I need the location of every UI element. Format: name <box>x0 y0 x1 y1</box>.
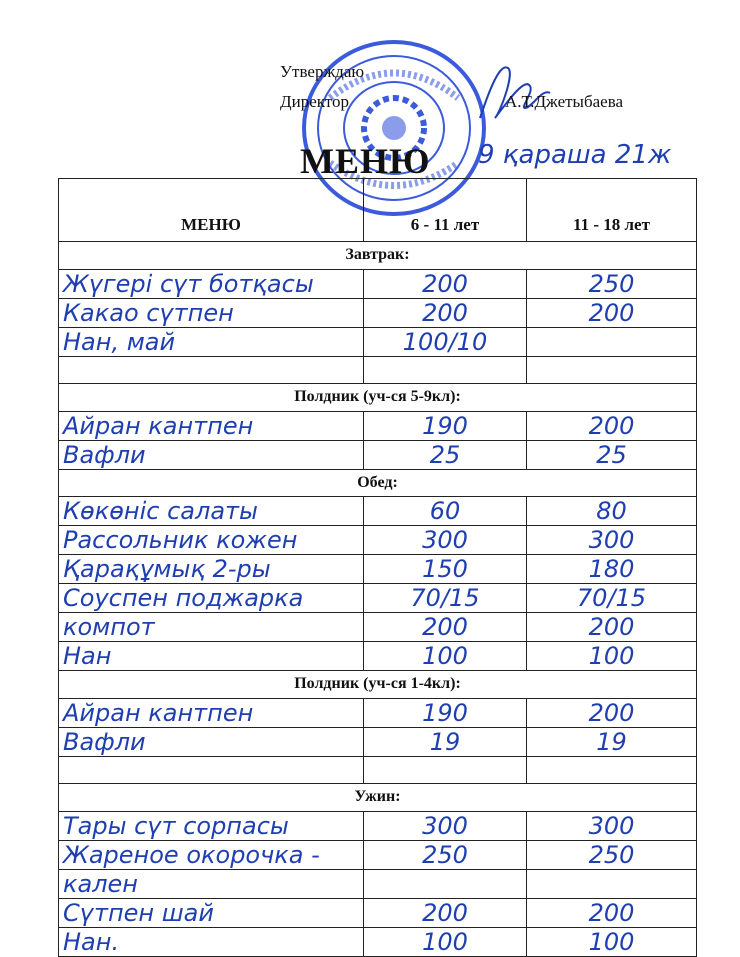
approval-label: Утверждаю <box>280 62 365 81</box>
table-row <box>59 440 697 469</box>
portion-11-18: 200 <box>527 898 697 927</box>
portion-11-18: 300 <box>527 526 697 555</box>
section-row <box>59 384 697 412</box>
dish-name: Нан <box>59 642 364 671</box>
dish-name: Айран кантпен <box>59 698 364 727</box>
portion-11-18: 250 <box>527 269 697 298</box>
section-row <box>59 242 697 270</box>
column-header-age-6-11: 6 - 11 лет <box>364 179 527 242</box>
portion-11-18: 100 <box>527 927 697 956</box>
table-row <box>59 727 697 756</box>
portion-11-18: 25 <box>527 440 697 469</box>
portion-11-18: 200 <box>527 411 697 440</box>
table-row <box>59 927 697 956</box>
table-row <box>59 526 697 555</box>
portion-11-18: 70/15 <box>527 584 697 613</box>
portion-6-11: 300 <box>364 526 527 555</box>
table-row <box>59 356 697 384</box>
dish-name: Жареное окорочка - <box>59 840 364 869</box>
table-row <box>59 756 697 784</box>
dish-name: Тары сүт сорпасы <box>59 811 364 840</box>
portion-11-18: 250 <box>527 840 697 869</box>
dish-name <box>59 356 364 384</box>
portion-11-18: 200 <box>527 298 697 327</box>
portion-11-18: 100 <box>527 642 697 671</box>
portion-11-18 <box>527 327 697 356</box>
portion-11-18: 180 <box>527 555 697 584</box>
table-row <box>59 497 697 526</box>
portion-11-18: 200 <box>527 698 697 727</box>
dish-name: Нан. <box>59 927 364 956</box>
table-row <box>59 840 697 869</box>
handwritten-date: 9 қараша 21ж <box>478 140 672 170</box>
portion-6-11 <box>364 356 527 384</box>
section-row <box>59 671 697 699</box>
portion-6-11: 150 <box>364 555 527 584</box>
portion-6-11: 190 <box>364 411 527 440</box>
table-row <box>59 411 697 440</box>
portion-6-11: 200 <box>364 298 527 327</box>
column-header-age-11-18: 11 - 18 лет <box>527 179 697 242</box>
dish-name: компот <box>59 613 364 642</box>
dish-name: Какао сүтпен <box>59 298 364 327</box>
portion-6-11: 100 <box>364 927 527 956</box>
portion-6-11: 70/15 <box>364 584 527 613</box>
portion-11-18: 80 <box>527 497 697 526</box>
portion-6-11 <box>364 869 527 898</box>
table-row <box>59 869 697 898</box>
portion-6-11: 19 <box>364 727 527 756</box>
dish-name: Нан, май <box>59 327 364 356</box>
director-label: Директор <box>280 92 349 111</box>
table-row <box>59 269 697 298</box>
dish-name: Жүгері сүт ботқасы <box>59 269 364 298</box>
table-row <box>59 327 697 356</box>
portion-6-11: 25 <box>364 440 527 469</box>
dish-name: Сүтпен шай <box>59 898 364 927</box>
table-row <box>59 555 697 584</box>
table-header-row <box>59 179 697 242</box>
table-row <box>59 584 697 613</box>
section-title: Полдник (уч-ся 1-4кл): <box>59 671 697 699</box>
page-title: МЕНЮ <box>300 141 431 181</box>
signer-name: А.Т.Джетыбаева <box>505 92 624 111</box>
section-title: Полдник (уч-ся 5-9кл): <box>59 384 697 412</box>
dish-name: Вафли <box>59 440 364 469</box>
portion-11-18 <box>527 869 697 898</box>
table-row <box>59 698 697 727</box>
portion-11-18: 19 <box>527 727 697 756</box>
menu-table <box>58 178 697 957</box>
portion-6-11 <box>364 756 527 784</box>
portion-11-18: 300 <box>527 811 697 840</box>
dish-name <box>59 756 364 784</box>
table-row <box>59 613 697 642</box>
section-title: Ужин: <box>59 784 697 812</box>
dish-name: Рассольник кожен <box>59 526 364 555</box>
portion-6-11: 200 <box>364 613 527 642</box>
dish-name: кален <box>59 869 364 898</box>
portion-11-18 <box>527 356 697 384</box>
section-title: Обед: <box>59 469 697 497</box>
section-row <box>59 469 697 497</box>
dish-name: Көкөніс салаты <box>59 497 364 526</box>
portion-6-11: 300 <box>364 811 527 840</box>
portion-11-18: 200 <box>527 613 697 642</box>
section-row <box>59 784 697 812</box>
portion-6-11: 60 <box>364 497 527 526</box>
dish-name: Соуспен поджарка <box>59 584 364 613</box>
dish-name: Айран кантпен <box>59 411 364 440</box>
column-header-menu: МЕНЮ <box>59 179 364 242</box>
dish-name: Қарақұмық 2-ры <box>59 555 364 584</box>
portion-6-11: 200 <box>364 269 527 298</box>
portion-11-18 <box>527 756 697 784</box>
portion-6-11: 200 <box>364 898 527 927</box>
portion-6-11: 100/10 <box>364 327 527 356</box>
portion-6-11: 250 <box>364 840 527 869</box>
table-row <box>59 898 697 927</box>
dish-name: Вафли <box>59 727 364 756</box>
portion-6-11: 100 <box>364 642 527 671</box>
table-row <box>59 811 697 840</box>
table-row <box>59 642 697 671</box>
table-row <box>59 298 697 327</box>
section-title: Завтрак: <box>59 242 697 270</box>
portion-6-11: 190 <box>364 698 527 727</box>
